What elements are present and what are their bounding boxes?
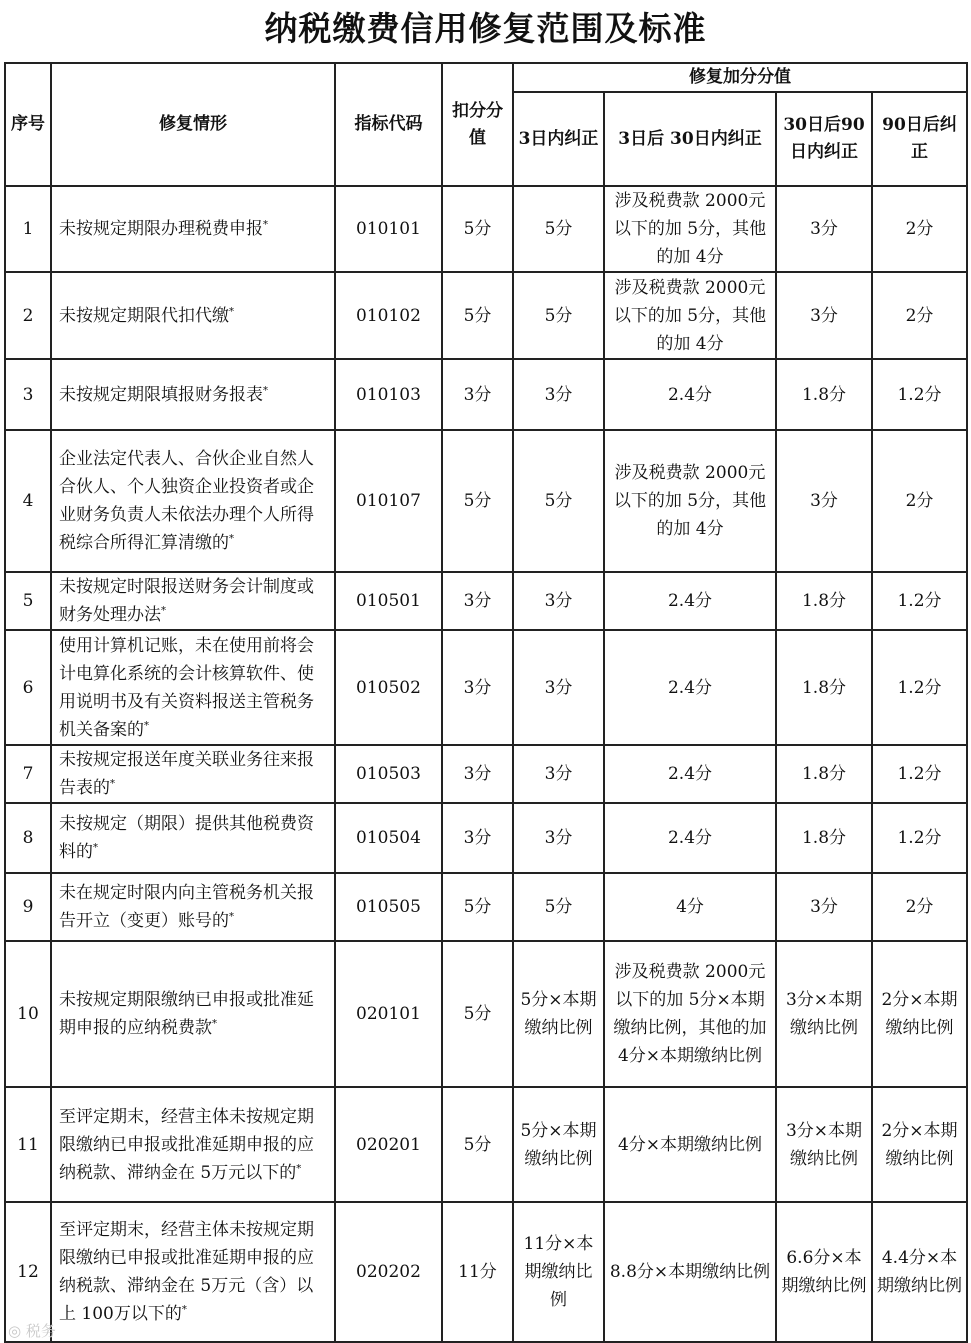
- table-row: [5, 803, 967, 873]
- row-situation: 未按规定期限办理税费申报*: [51, 186, 335, 272]
- table-row: [5, 745, 967, 803]
- asterisk-mark: *: [212, 1018, 217, 1030]
- row-code: 010502: [335, 630, 442, 745]
- asterisk-mark: *: [110, 778, 115, 790]
- row-d90: 2分: [872, 272, 967, 359]
- row-d90: 1.2分: [872, 572, 967, 630]
- row-d3: 3分: [513, 359, 604, 430]
- row-code: 010103: [335, 359, 442, 430]
- row-deduct: 5分: [442, 430, 513, 572]
- row-deduct: 5分: [442, 186, 513, 272]
- row-d3: 3分: [513, 745, 604, 803]
- row-situation: 未按规定（期限）提供其他税费资料的*: [51, 803, 335, 873]
- row-d30-90: 3分×本期缴纳比例: [776, 1087, 872, 1202]
- row-situation: 至评定期末，经营主体未按规定期限缴纳已申报或批准延期申报的应纳税款、滞纳金在 5万元以下的*: [51, 1087, 335, 1202]
- row-d30-90: 1.8分: [776, 745, 872, 803]
- asterisk-mark: *: [229, 533, 234, 545]
- header-d3: 3日内纠正: [513, 92, 604, 186]
- row-d3-30: 8.8分×本期缴纳比例: [604, 1202, 776, 1342]
- asterisk-mark: *: [263, 219, 268, 231]
- row-d3: 5分: [513, 186, 604, 272]
- row-situation: 未按规定时限报送财务会计制度或财务处理办法*: [51, 572, 335, 630]
- row-d3-30: 涉及税费款 2000元以下的加 5分，其他的加 4分: [604, 272, 776, 359]
- row-d30-90: 3分: [776, 430, 872, 572]
- table-row: [5, 272, 967, 359]
- table-row: [5, 941, 967, 1087]
- row-no: 1: [5, 186, 51, 272]
- row-d3: 5分×本期缴纳比例: [513, 941, 604, 1087]
- header-d90: 90日后纠正: [872, 92, 967, 186]
- row-d3-30: 2.4分: [604, 630, 776, 745]
- row-no: 9: [5, 873, 51, 941]
- row-no: 10: [5, 941, 51, 1087]
- row-d3: 5分: [513, 873, 604, 941]
- row-d90: 1.2分: [872, 630, 967, 745]
- row-no: 11: [5, 1087, 51, 1202]
- row-d30-90: 3分: [776, 873, 872, 941]
- table-row: [5, 1087, 967, 1202]
- row-d3: 3分: [513, 572, 604, 630]
- row-code: 010504: [335, 803, 442, 873]
- row-d90: 1.2分: [872, 745, 967, 803]
- row-deduct: 3分: [442, 572, 513, 630]
- row-d3: 3分: [513, 630, 604, 745]
- row-deduct: 3分: [442, 803, 513, 873]
- row-no: 2: [5, 272, 51, 359]
- row-d3-30: 涉及税费款 2000元以下的加 5分，其他的加 4分: [604, 186, 776, 272]
- row-deduct: 5分: [442, 1087, 513, 1202]
- asterisk-mark: *: [263, 384, 268, 396]
- row-situation: 未按规定期限填报财务报表*: [51, 359, 335, 430]
- row-d30-90: 6.6分×本期缴纳比例: [776, 1202, 872, 1342]
- row-deduct: 5分: [442, 873, 513, 941]
- asterisk-mark: *: [229, 911, 234, 923]
- row-no: 5: [5, 572, 51, 630]
- row-deduct: 5分: [442, 272, 513, 359]
- row-deduct: 3分: [442, 630, 513, 745]
- asterisk-mark: *: [296, 1162, 302, 1174]
- table-row: [5, 186, 967, 272]
- row-d3-30: 2.4分: [604, 359, 776, 430]
- asterisk-mark: *: [93, 842, 98, 854]
- header-situation: 修复情形: [51, 63, 335, 186]
- row-no: 8: [5, 803, 51, 873]
- row-situation: 至评定期末，经营主体未按规定期限缴纳已申报或批准延期申报的应纳税款、滞纳金在 5万元（含）以上 100万以下的*: [51, 1202, 335, 1342]
- row-d3: 5分×本期缴纳比例: [513, 1087, 604, 1202]
- row-d3-30: 涉及税费款 2000元以下的加 5分×本期缴纳比例，其他的加 4分×本期缴纳比例: [604, 941, 776, 1087]
- row-no: 6: [5, 630, 51, 745]
- row-d30-90: 1.8分: [776, 630, 872, 745]
- table-row: [5, 430, 967, 572]
- row-situation: 使用计算机记账，未在使用前将会计电算化系统的会计核算软件、使用说明书及有关资料报送主管税务机关备案的*: [51, 630, 335, 745]
- header-repair-group: 修复加分分值: [513, 63, 967, 92]
- row-d3-30: 4分×本期缴纳比例: [604, 1087, 776, 1202]
- row-d90: 2分: [872, 430, 967, 572]
- header-code: 指标代码: [335, 63, 442, 186]
- row-code: 010102: [335, 272, 442, 359]
- row-no: 12: [5, 1202, 51, 1342]
- row-situation: 未按规定期限代扣代缴*: [51, 272, 335, 359]
- row-d3: 5分: [513, 430, 604, 572]
- row-deduct: 3分: [442, 745, 513, 803]
- header-deduct: 扣分分值: [442, 63, 513, 186]
- row-d3-30: 2.4分: [604, 572, 776, 630]
- asterisk-mark: *: [229, 305, 234, 317]
- row-no: 3: [5, 359, 51, 430]
- row-code: 010107: [335, 430, 442, 572]
- table-row: [5, 873, 967, 941]
- row-d3-30: 4分: [604, 873, 776, 941]
- asterisk-mark: *: [144, 719, 149, 731]
- row-d3: 3分: [513, 803, 604, 873]
- row-situation: 未在规定时限内向主管税务机关报告开立（变更）账号的*: [51, 873, 335, 941]
- row-d90: 4.4分×本期缴纳比例: [872, 1202, 967, 1342]
- row-d30-90: 1.8分: [776, 572, 872, 630]
- row-d90: 1.2分: [872, 803, 967, 873]
- row-d90: 2分: [872, 873, 967, 941]
- row-d3-30: 涉及税费款 2000元以下的加 5分，其他的加 4分: [604, 430, 776, 572]
- row-code: 020202: [335, 1202, 442, 1342]
- table-row: [5, 359, 967, 430]
- table-row: [5, 630, 967, 745]
- row-code: 010503: [335, 745, 442, 803]
- row-situation: 企业法定代表人、合伙企业自然人合伙人、个人独资企业投资者或企业财务负责人未依法办理个人所得税综合所得汇算清缴的*: [51, 430, 335, 572]
- row-d30-90: 1.8分: [776, 359, 872, 430]
- row-code: 020201: [335, 1087, 442, 1202]
- asterisk-mark: *: [161, 605, 166, 617]
- row-d90: 2分×本期缴纳比例: [872, 1087, 967, 1202]
- row-situation: 未按规定期限缴纳已申报或批准延期申报的应纳税费款*: [51, 941, 335, 1087]
- row-code: 010501: [335, 572, 442, 630]
- row-deduct: 5分: [442, 941, 513, 1087]
- table-row: [5, 572, 967, 630]
- row-deduct: 11分: [442, 1202, 513, 1342]
- row-deduct: 3分: [442, 359, 513, 430]
- row-d3-30: 2.4分: [604, 803, 776, 873]
- row-d3: 11分×本期缴纳比例: [513, 1202, 604, 1342]
- asterisk-mark: *: [181, 1304, 187, 1316]
- row-situation: 未按规定报送年度关联业务往来报告表的*: [51, 745, 335, 803]
- row-d3: 5分: [513, 272, 604, 359]
- row-d30-90: 3分: [776, 272, 872, 359]
- row-d90: 1.2分: [872, 359, 967, 430]
- table-row: [5, 1202, 967, 1342]
- header-no: 序号: [5, 63, 51, 186]
- credit-repair-table: [4, 62, 968, 1343]
- row-no: 7: [5, 745, 51, 803]
- row-d90: 2分: [872, 186, 967, 272]
- row-code: 010505: [335, 873, 442, 941]
- row-d30-90: 3分×本期缴纳比例: [776, 941, 872, 1087]
- page-title: 纳税缴费信用修复范围及标准: [264, 9, 707, 48]
- row-d90: 2分×本期缴纳比例: [872, 941, 967, 1087]
- watermark: ◎ 税务: [8, 1322, 56, 1340]
- row-d3-30: 2.4分: [604, 745, 776, 803]
- row-code: 010101: [335, 186, 442, 272]
- row-code: 020101: [335, 941, 442, 1087]
- row-no: 4: [5, 430, 51, 572]
- header-d30-90: 30日后90日内纠正: [776, 92, 872, 186]
- row-d30-90: 1.8分: [776, 803, 872, 873]
- row-d30-90: 3分: [776, 186, 872, 272]
- header-d3-30: 3日后 30日内纠正: [604, 92, 776, 186]
